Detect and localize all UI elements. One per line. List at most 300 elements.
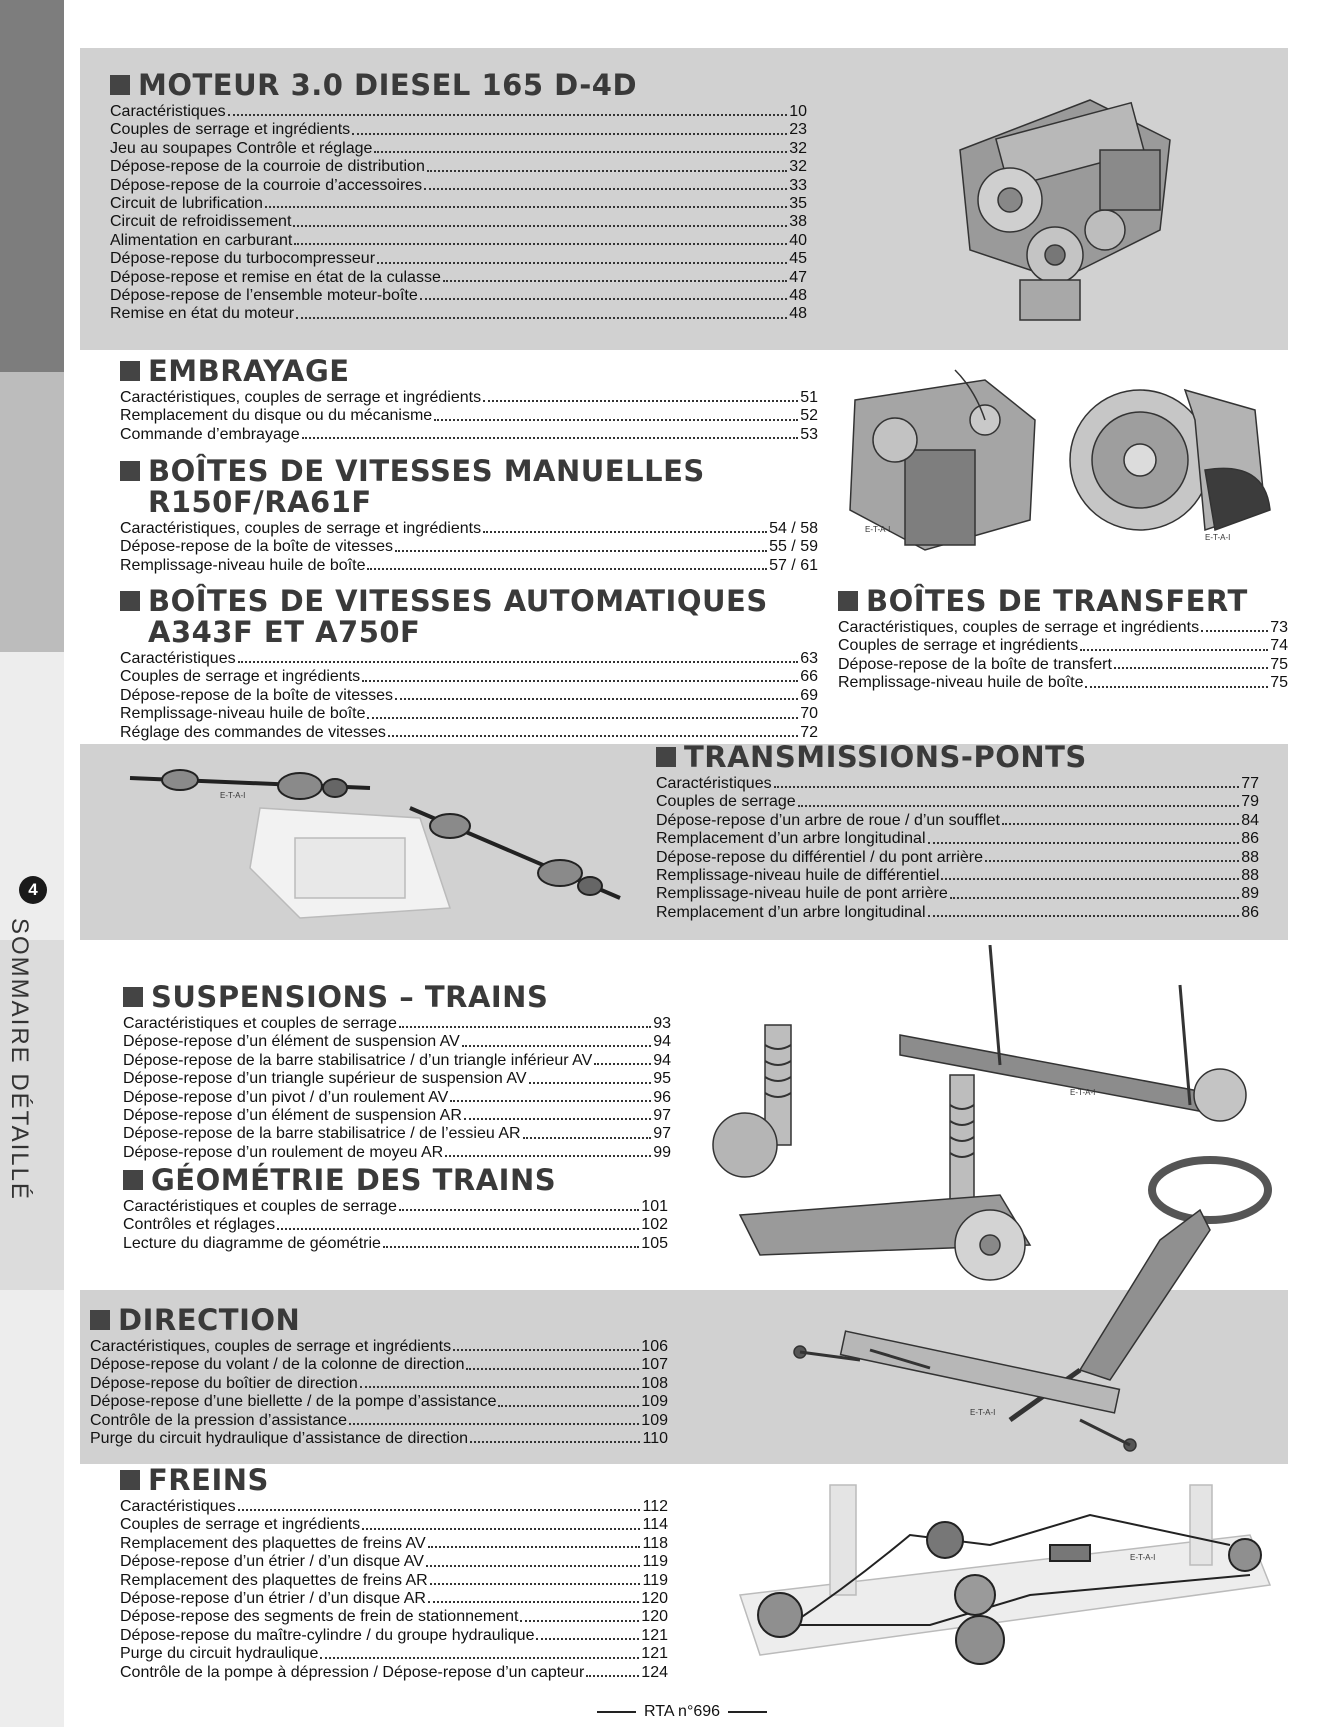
toc-entry[interactable] <box>120 557 818 575</box>
toc-entry-title: Contrôles et réglages <box>123 1216 276 1234</box>
toc-entry-page: 107 <box>641 1356 668 1374</box>
toc-entry-title: Couples de serrage et ingrédients <box>120 1516 361 1534</box>
section-title-line <box>110 70 807 101</box>
toc-entry-title: Dépose-repose d’un arbre de roue / d’un soufflet <box>656 811 1000 829</box>
toc-entry-title: Remplissage-niveau huile de boîte <box>120 705 366 723</box>
toc-entry-title: Dépose-repose du boîtier de direction <box>90 1374 358 1392</box>
section-bullet-square <box>120 591 140 611</box>
toc-entry-page: 109 <box>641 1393 668 1411</box>
toc-entry-page: 108 <box>641 1374 668 1392</box>
section-title <box>123 1165 668 1196</box>
toc-entry[interactable] <box>120 1553 668 1571</box>
section-title-text: EMBRAYAGE <box>148 354 350 388</box>
sidebar-strip <box>0 0 64 1727</box>
toc-entry-title: Dépose-repose d’un pivot / d’un roulement AV <box>123 1088 449 1106</box>
etai-watermark: E-T-A-I <box>970 1408 996 1417</box>
section-suspensions <box>123 982 671 1162</box>
dot-leader <box>374 140 787 153</box>
toc-entry-title: Dépose-repose du différentiel / du pont arrière <box>656 848 984 866</box>
dot-leader <box>293 213 787 226</box>
dot-leader <box>362 668 798 681</box>
toc-entry[interactable] <box>123 1052 671 1070</box>
toc-entries <box>90 1338 668 1448</box>
dot-leader <box>352 121 787 134</box>
toc-entry-title: Remplacement des plaquettes de freins AV <box>120 1534 426 1552</box>
toc-entry[interactable] <box>90 1356 668 1374</box>
toc-entry-title: Jeu au soupapes Contrôle et réglage <box>110 139 373 157</box>
toc-entry[interactable] <box>656 793 1259 811</box>
toc-entries <box>123 1015 671 1162</box>
dot-leader <box>399 1198 639 1211</box>
toc-entry[interactable] <box>656 904 1259 922</box>
toc-entry[interactable] <box>120 1590 668 1608</box>
driveshaft-illustration <box>120 758 630 928</box>
dot-leader <box>928 904 1240 917</box>
toc-entry-title: Remise en état du moteur <box>110 305 295 323</box>
section-title <box>120 1465 668 1496</box>
toc-entry-title: Dépose-repose de la boîte de vitesses <box>120 538 394 556</box>
toc-entry-page: 121 <box>641 1626 668 1644</box>
toc-entry-page: 45 <box>789 250 807 268</box>
toc-entry[interactable] <box>123 1070 671 1088</box>
dot-leader <box>388 724 798 737</box>
section-bullet-square <box>120 361 140 381</box>
toc-entry[interactable] <box>120 1608 668 1626</box>
etai-watermark: E-T-A-I <box>1130 1553 1156 1562</box>
dot-leader <box>985 849 1239 862</box>
toc-entry[interactable] <box>110 305 807 323</box>
toc-entry[interactable] <box>120 538 818 556</box>
section-title <box>120 356 818 387</box>
toc-entry[interactable] <box>120 1664 668 1682</box>
dot-leader <box>462 1033 651 1046</box>
section-bullet-square <box>838 591 858 611</box>
toc-entry[interactable] <box>123 1125 671 1143</box>
toc-entry-page: 79 <box>1241 793 1259 811</box>
dot-leader <box>586 1664 639 1677</box>
toc-entry[interactable] <box>656 830 1259 848</box>
toc-entry-title: Caractéristiques, couples de serrage et ingrédients <box>838 619 1200 636</box>
dot-leader <box>941 867 1239 880</box>
toc-entry-page: 66 <box>800 668 818 686</box>
toc-entry[interactable] <box>123 1089 671 1107</box>
toc-entry[interactable] <box>110 250 807 268</box>
toc-entry-title: Dépose-repose du turbocompresseur <box>110 250 376 268</box>
toc-entry[interactable] <box>120 520 818 538</box>
section-title-line <box>120 356 818 387</box>
toc-entry-title: Dépose-repose d’un étrier / d’un disque AR <box>120 1590 426 1608</box>
section-transfert <box>838 586 1288 693</box>
toc-entry[interactable] <box>656 867 1259 885</box>
toc-entry-page: 53 <box>800 425 818 443</box>
section-bullet-square <box>656 747 676 767</box>
toc-entry-title: Réglage des commandes de vitesses <box>120 723 386 741</box>
dot-leader <box>420 287 787 300</box>
gearbox-illustration <box>835 360 1050 560</box>
toc-entry-title: Dépose-repose de l’ensemble moteur-boîte <box>110 287 418 305</box>
sidebar-band-mid <box>0 372 64 652</box>
toc-entry-title: Circuit de refroidissement <box>110 213 292 231</box>
toc-entry[interactable] <box>110 103 807 121</box>
toc-entry-page: 102 <box>641 1216 668 1234</box>
dot-leader <box>470 1430 640 1443</box>
toc-entry[interactable] <box>123 1033 671 1051</box>
section-title-line <box>123 1165 668 1196</box>
toc-entry[interactable] <box>123 1198 668 1216</box>
section-bullet-square <box>110 75 130 95</box>
toc-entry-page: 119 <box>642 1553 668 1571</box>
section-title-text: SUSPENSIONS – TRAINS <box>151 980 549 1014</box>
toc-entry[interactable] <box>120 1535 668 1553</box>
toc-entry[interactable] <box>838 656 1288 674</box>
toc-entry[interactable] <box>838 619 1288 637</box>
etai-watermark: E-T-A-I <box>1205 533 1231 542</box>
section-title-text: BOÎTES DE VITESSES AUTOMATIQUES <box>148 584 768 618</box>
section-freins <box>120 1465 668 1682</box>
dot-leader <box>428 1535 641 1548</box>
toc-entry[interactable] <box>838 674 1288 692</box>
dot-leader <box>483 520 767 533</box>
dot-leader <box>928 830 1240 843</box>
dot-leader <box>464 1107 651 1120</box>
dot-leader <box>529 1070 652 1083</box>
toc-entry-page: 97 <box>653 1125 671 1143</box>
dot-leader <box>430 1572 641 1585</box>
dot-leader <box>453 1338 639 1351</box>
toc-entry-page: 120 <box>641 1590 668 1608</box>
dot-leader <box>294 232 787 245</box>
toc-entry-page: 74 <box>1270 637 1288 655</box>
dot-leader <box>450 1089 651 1102</box>
toc-entry[interactable] <box>656 812 1259 830</box>
section-bullet-square <box>123 1170 143 1190</box>
dot-leader <box>277 1216 639 1229</box>
toc-entry-page: 121 <box>641 1645 668 1663</box>
toc-entry[interactable] <box>120 1572 668 1590</box>
toc-entry[interactable] <box>90 1393 668 1411</box>
toc-entry-title: Remplacement d’un arbre longitudinal <box>656 903 926 921</box>
toc-entry[interactable] <box>120 1498 668 1516</box>
toc-entry-page: 109 <box>641 1411 668 1429</box>
toc-entry-page: 48 <box>789 305 807 323</box>
toc-entry[interactable] <box>110 140 807 158</box>
toc-entry-page: 97 <box>653 1107 671 1125</box>
toc-entry-title: Dépose-repose de la courroie de distribution <box>110 158 425 176</box>
toc-entry[interactable] <box>110 287 807 305</box>
toc-entry-title: Couples de serrage et ingrédients <box>838 637 1079 655</box>
section-title <box>90 1305 668 1336</box>
toc-entry-page: 114 <box>642 1516 668 1534</box>
toc-entry-page: 106 <box>641 1338 668 1355</box>
dot-leader <box>498 1393 639 1406</box>
toc-entry-title: Dépose-repose du maître-cylindre / du groupe hydraulique <box>120 1626 535 1644</box>
toc-entry-page: 51 <box>800 389 818 406</box>
section-title-text: A343F ET A750F <box>148 615 421 649</box>
toc-entry-page: 94 <box>653 1033 671 1051</box>
toc-entry[interactable] <box>120 650 818 668</box>
section-title <box>120 456 818 518</box>
toc-entry-page: 86 <box>1241 830 1259 848</box>
toc-entry-page: 47 <box>789 268 807 286</box>
toc-entry-title: Couples de serrage et ingrédients <box>110 121 351 139</box>
section-direction <box>90 1305 668 1448</box>
dot-leader <box>238 650 799 663</box>
dot-leader <box>594 1052 651 1065</box>
toc-entry[interactable] <box>123 1216 668 1234</box>
toc-entry-page: 88 <box>1241 867 1259 885</box>
toc-entry-page: 63 <box>800 650 818 667</box>
dot-leader <box>1085 674 1268 687</box>
section-title-text: R150F/RA61F <box>148 485 372 519</box>
toc-entry[interactable] <box>123 1015 671 1033</box>
toc-entry-title: Remplacement du disque ou du mécanisme <box>120 407 433 425</box>
dot-leader <box>399 1015 651 1028</box>
toc-entry[interactable] <box>838 637 1288 655</box>
toc-entry[interactable] <box>656 775 1259 793</box>
section-bullet-square <box>120 461 140 481</box>
steering-illustration <box>780 1120 1280 1480</box>
dot-leader <box>360 1375 640 1388</box>
toc-entry-title: Dépose-repose d’un triangle supérieur de suspension AV <box>123 1070 527 1088</box>
toc-entry-page: 55 / 59 <box>769 538 818 556</box>
dot-leader <box>424 177 787 190</box>
toc-entry[interactable] <box>123 1107 671 1125</box>
section-title-text: MOTEUR 3.0 DIESEL 165 D-4D <box>138 68 638 102</box>
toc-entry-page: 96 <box>653 1088 671 1106</box>
toc-entry[interactable] <box>110 213 807 231</box>
section-title-line <box>120 617 818 648</box>
dot-leader <box>367 557 767 570</box>
footer <box>597 1703 767 1721</box>
toc-entry-title: Remplissage-niveau huile de boîte <box>838 674 1084 692</box>
dot-leader <box>536 1627 639 1640</box>
toc-entry-page: 77 <box>1241 775 1259 792</box>
toc-entries <box>120 389 818 444</box>
toc-entry-title: Purge du circuit hydraulique d’assistance de direction <box>90 1430 468 1448</box>
dot-leader <box>443 269 787 282</box>
toc-entry-title: Caractéristiques <box>120 1498 236 1515</box>
dot-leader <box>377 250 787 263</box>
toc-entry-title: Caractéristiques, couples de serrage et ingrédients <box>90 1338 452 1355</box>
toc-entry[interactable] <box>123 1144 671 1162</box>
toc-entry-title: Dépose-repose du volant / de la colonne de direction <box>90 1356 465 1374</box>
dot-leader <box>367 705 798 718</box>
dot-leader <box>427 158 787 171</box>
toc-entry-page: 35 <box>789 195 807 213</box>
toc-entry[interactable] <box>110 195 807 213</box>
section-geometrie <box>123 1165 668 1253</box>
dot-leader <box>466 1356 639 1369</box>
toc-entry-title: Contrôle de la pression d’assistance <box>90 1411 348 1429</box>
toc-entry-page: 73 <box>1270 619 1288 636</box>
toc-entry[interactable] <box>90 1375 668 1393</box>
dot-leader <box>383 1235 639 1248</box>
toc-entry-page: 69 <box>800 686 818 704</box>
toc-entry[interactable] <box>110 177 807 195</box>
section-bullet-square <box>120 1470 140 1490</box>
toc-entries <box>120 520 818 575</box>
dot-leader <box>296 305 787 318</box>
toc-entries <box>120 1498 668 1682</box>
dot-leader <box>238 1498 641 1511</box>
toc-entry-page: 86 <box>1241 903 1259 921</box>
dot-leader <box>1114 656 1268 669</box>
dot-leader <box>265 195 787 208</box>
dot-leader <box>395 538 767 551</box>
dot-leader <box>483 389 798 402</box>
toc-entry[interactable] <box>120 705 818 723</box>
toc-entry-page: 94 <box>653 1051 671 1069</box>
toc-entry-title: Dépose-repose d’un roulement de moyeu AR <box>123 1143 444 1161</box>
dot-leader <box>1002 812 1239 825</box>
toc-entry-title: Dépose-repose des segments de frein de stationnement <box>120 1608 519 1626</box>
section-embrayage <box>120 356 818 444</box>
toc-entry-title: Caractéristiques <box>120 650 236 667</box>
dot-leader <box>1201 619 1268 632</box>
section-bvm <box>120 456 818 575</box>
toc-entry[interactable] <box>120 1627 668 1645</box>
toc-entry[interactable] <box>120 407 818 425</box>
dot-leader <box>1080 637 1268 650</box>
toc-entry-page: 88 <box>1241 848 1259 866</box>
toc-entry-page: 84 <box>1241 811 1259 829</box>
toc-entry[interactable] <box>120 668 818 686</box>
toc-entry[interactable] <box>120 1516 668 1534</box>
toc-entry-title: Remplissage-niveau huile de pont arrière <box>656 885 948 903</box>
toc-entry[interactable] <box>110 158 807 176</box>
dot-leader <box>445 1144 651 1157</box>
toc-entry-title: Dépose-repose et remise en état de la culasse <box>110 268 441 286</box>
dot-leader <box>228 103 788 116</box>
toc-entry[interactable] <box>120 426 818 444</box>
toc-entry[interactable] <box>110 121 807 139</box>
toc-entry-title: Dépose-repose d’un élément de suspension AR <box>123 1107 462 1125</box>
toc-entry-page: 89 <box>1241 885 1259 903</box>
section-title-text: GÉOMÉTRIE DES TRAINS <box>151 1163 557 1197</box>
toc-entry-title: Dépose-repose de la boîte de transfert <box>838 655 1112 673</box>
toc-entry-page: 93 <box>653 1015 671 1032</box>
toc-entry-title: Dépose-repose de la barre stabilisatrice / de l’essieu AR <box>123 1125 521 1143</box>
footer-rule-right <box>728 1711 767 1713</box>
dot-leader <box>320 1645 639 1658</box>
toc-entry-title: Remplacement d’un arbre longitudinal <box>656 830 926 848</box>
toc-entry-page: 48 <box>789 287 807 305</box>
toc-entry-page: 75 <box>1270 674 1288 692</box>
engine-illustration <box>940 80 1180 330</box>
toc-entry[interactable] <box>120 1645 668 1663</box>
toc-entry-page: 52 <box>800 407 818 425</box>
toc-entry-title: Contrôle de la pompe à dépression / Dépose-repose d’un capteur <box>120 1663 585 1681</box>
section-title-line <box>120 586 818 617</box>
toc-entry-page: 95 <box>653 1070 671 1088</box>
toc-entry-title: Remplissage-niveau huile de boîte <box>120 556 366 574</box>
dot-leader <box>950 885 1239 898</box>
footer-label: RTA n°696 <box>643 1703 721 1720</box>
etai-watermark: E-T-A-I <box>1070 1088 1096 1097</box>
toc-entry-title: Caractéristiques et couples de serrage <box>123 1015 397 1032</box>
section-title-line <box>656 742 1259 773</box>
toc-entry-title: Circuit de lubrification <box>110 195 263 213</box>
toc-entry-page: 124 <box>641 1663 668 1681</box>
sidebar-band-dark <box>0 0 64 372</box>
clutch-gearbox-illustration <box>1065 360 1275 550</box>
section-title-line <box>120 1465 668 1496</box>
dot-leader <box>798 793 1240 806</box>
toc-entry[interactable] <box>110 232 807 250</box>
toc-entry-page: 75 <box>1270 655 1288 673</box>
toc-entry-title: Caractéristiques et couples de serrage <box>123 1198 397 1215</box>
section-title <box>656 742 1259 773</box>
toc-entry-title: Purge du circuit hydraulique <box>120 1645 319 1663</box>
toc-entries <box>838 619 1288 693</box>
section-title-text: FREINS <box>148 1463 269 1497</box>
brake-system-illustration <box>730 1475 1280 1675</box>
toc-entry-title: Couples de serrage et ingrédients <box>120 668 361 686</box>
dot-leader <box>349 1412 639 1425</box>
toc-entry[interactable] <box>120 389 818 407</box>
section-title-line <box>838 586 1288 617</box>
toc-entries <box>120 650 818 742</box>
page-number-badge: 4 <box>19 876 47 904</box>
section-title-text: TRANSMISSIONS-PONTS <box>684 740 1087 774</box>
toc-entry-page: 105 <box>641 1234 668 1252</box>
toc-entry[interactable] <box>110 269 807 287</box>
toc-entry-title: Dépose-repose d’une biellette / de la pompe d’assistance <box>90 1393 497 1411</box>
toc-entry-title: Dépose-repose de la courroie d’accessoires <box>110 176 423 194</box>
toc-entry-page: 110 <box>642 1430 668 1448</box>
footer-rule-left <box>597 1711 636 1713</box>
toc-entry-page: 23 <box>789 121 807 139</box>
toc-entry[interactable] <box>120 687 818 705</box>
toc-entry[interactable] <box>123 1235 668 1253</box>
toc-entry-title: Remplacement des plaquettes de freins AR <box>120 1571 428 1589</box>
toc-entry-page: 101 <box>641 1198 668 1215</box>
dot-leader <box>362 1516 640 1529</box>
toc-entry[interactable] <box>90 1412 668 1430</box>
toc-entry[interactable] <box>90 1430 668 1448</box>
section-bullet-square <box>123 987 143 1007</box>
section-title <box>120 586 818 648</box>
toc-entry-page: 57 / 61 <box>769 556 818 574</box>
toc-entry-page: 10 <box>789 103 807 120</box>
section-title <box>110 70 807 101</box>
dot-leader <box>428 1590 639 1603</box>
section-title-text: DIRECTION <box>118 1303 301 1337</box>
toc-entry-title: Dépose-repose d’un élément de suspension AV <box>123 1033 460 1051</box>
dot-leader <box>520 1608 639 1621</box>
section-title-line <box>120 487 818 518</box>
toc-entry-title: Caractéristiques <box>110 103 226 120</box>
toc-entries <box>656 775 1259 922</box>
dot-leader <box>774 775 1240 788</box>
toc-entry-title: Caractéristiques <box>656 775 772 792</box>
toc-entry-page: 99 <box>653 1143 671 1161</box>
etai-watermark: E-T-A-I <box>220 791 246 800</box>
section-transmissions <box>656 742 1259 922</box>
toc-entry[interactable] <box>90 1338 668 1356</box>
toc-entry-page: 70 <box>800 705 818 723</box>
toc-entry-title: Lecture du diagramme de géométrie <box>123 1234 381 1252</box>
toc-entry-title: Dépose-repose de la boîte de vitesses <box>120 686 394 704</box>
toc-entry[interactable] <box>656 885 1259 903</box>
dot-leader <box>434 407 798 420</box>
toc-entry-page: 118 <box>642 1534 668 1552</box>
toc-entry[interactable] <box>656 849 1259 867</box>
toc-entries <box>123 1198 668 1253</box>
etai-watermark: E-T-A-I <box>865 525 891 534</box>
section-bva <box>120 586 818 742</box>
toc-entry-page: 33 <box>789 176 807 194</box>
